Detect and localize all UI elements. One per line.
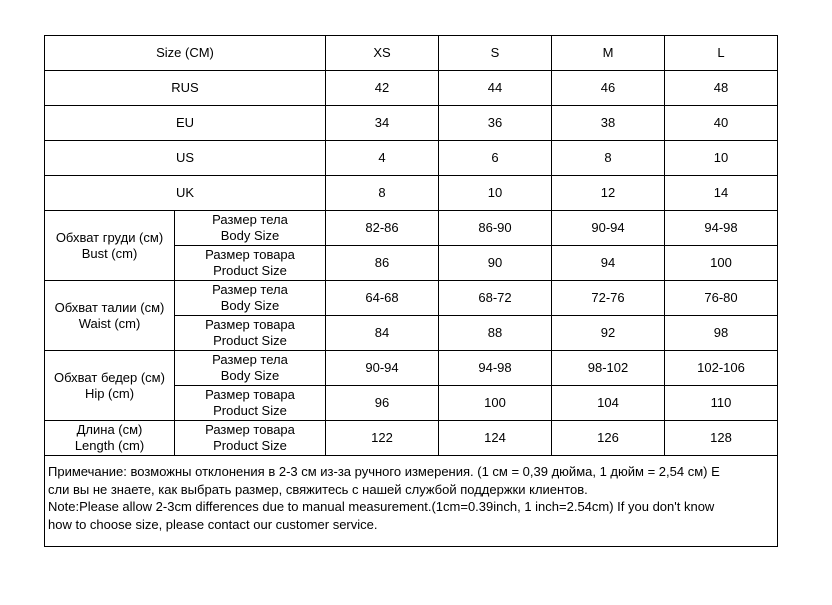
table-row-length-product	[45, 421, 778, 456]
cell-uk-xs: 8	[326, 176, 439, 211]
sub-label-product-size	[175, 386, 326, 421]
table-row-bust-body	[45, 211, 778, 246]
sub-label-product-size	[175, 246, 326, 281]
header-size-l: L	[665, 36, 778, 71]
sub-label-en: Body Size	[220, 228, 280, 243]
table-row-waist-body	[45, 281, 778, 316]
group-label-hip-ru: Обхват бедер (см)	[54, 369, 165, 385]
cell-bust-product-m: 94	[552, 246, 665, 281]
row-label-uk: UK	[45, 176, 326, 211]
sub-label-en: Product Size	[213, 438, 287, 453]
sub-label-en: Product Size	[213, 403, 287, 418]
note-line-ru-2: сли вы не знаете, как выбрать размер, свяжитесь с нашей службой поддержки клиентов.	[48, 481, 588, 497]
cell-hip-product-xs: 96	[326, 386, 439, 421]
group-label-length-ru: Длина (см)	[76, 422, 143, 437]
table-header-row	[45, 36, 778, 71]
table-row-hip-body	[45, 351, 778, 386]
sub-label-product-size	[175, 316, 326, 351]
group-label-hip-en: Hip (cm)	[84, 385, 135, 401]
group-label-bust-en: Bust (cm)	[81, 245, 138, 261]
header-size-label: Size (CM)	[45, 36, 326, 71]
sub-label-product-size	[175, 421, 326, 456]
cell-hip-body-m: 98-102	[552, 351, 665, 386]
cell-waist-product-s: 88	[439, 316, 552, 351]
group-label-bust-ru: Обхват груди (см)	[55, 229, 164, 245]
group-label-waist-en: Waist (cm)	[78, 315, 141, 331]
cell-us-l: 10	[665, 141, 778, 176]
sub-label-body-size	[175, 211, 326, 246]
header-size-xs: XS	[326, 36, 439, 71]
cell-uk-m: 12	[552, 176, 665, 211]
cell-us-xs: 4	[326, 141, 439, 176]
cell-waist-product-m: 92	[552, 316, 665, 351]
cell-hip-product-m: 104	[552, 386, 665, 421]
sub-label-en: Product Size	[213, 263, 287, 278]
table-row-us	[45, 141, 778, 176]
cell-rus-l: 48	[665, 71, 778, 106]
cell-eu-l: 40	[665, 106, 778, 141]
cell-waist-body-s: 68-72	[439, 281, 552, 316]
group-label-length	[45, 421, 175, 456]
cell-length-product-xs: 122	[326, 421, 439, 456]
cell-waist-body-xs: 64-68	[326, 281, 439, 316]
cell-eu-m: 38	[552, 106, 665, 141]
sub-label-body-size	[175, 351, 326, 386]
group-label-length-en: Length (cm)	[74, 438, 145, 453]
sub-label-en: Product Size	[213, 333, 287, 348]
cell-bust-product-l: 100	[665, 246, 778, 281]
note-line-en-2: how to choose size, please contact our customer service.	[48, 516, 378, 532]
cell-bust-body-s: 86-90	[439, 211, 552, 246]
cell-bust-product-xs: 86	[326, 246, 439, 281]
cell-bust-body-m: 90-94	[552, 211, 665, 246]
note-cell	[45, 456, 778, 547]
cell-hip-body-l: 102-106	[665, 351, 778, 386]
group-label-waist	[45, 281, 175, 351]
note-line-ru-1: Примечание: возможны отклонения в 2-3 см из-за ручного измерения. (1 см = 0,39 дюйма, 1 дюйм = 2,54 см) Е	[48, 464, 720, 479]
cell-uk-s: 10	[439, 176, 552, 211]
sub-label-ru: Размер товара	[205, 317, 295, 332]
cell-hip-body-xs: 90-94	[326, 351, 439, 386]
sub-label-en: Body Size	[220, 298, 280, 313]
sub-label-ru: Размер товара	[205, 247, 295, 262]
cell-hip-body-s: 94-98	[439, 351, 552, 386]
cell-bust-body-xs: 82-86	[326, 211, 439, 246]
row-label-rus: RUS	[45, 71, 326, 106]
sub-label-ru: Размер тела	[212, 352, 288, 367]
sub-label-ru: Размер товара	[205, 387, 295, 402]
cell-length-product-m: 126	[552, 421, 665, 456]
group-label-hip	[45, 351, 175, 421]
cell-waist-body-m: 72-76	[552, 281, 665, 316]
note-line-en-1: Note:Please allow 2-3cm differences due to manual measurement.(1cm=0.39inch, 1 inch=2.54cm) If you don't know	[48, 499, 715, 514]
cell-rus-xs: 42	[326, 71, 439, 106]
cell-waist-product-l: 98	[665, 316, 778, 351]
cell-rus-m: 46	[552, 71, 665, 106]
table-row-eu	[45, 106, 778, 141]
group-label-waist-ru: Обхват талии (см)	[54, 299, 165, 315]
cell-bust-product-s: 90	[439, 246, 552, 281]
sub-label-en: Body Size	[220, 368, 280, 383]
size-chart-table	[44, 35, 778, 547]
cell-length-product-s: 124	[439, 421, 552, 456]
sub-label-ru: Размер товара	[205, 422, 295, 437]
cell-length-product-l: 128	[665, 421, 778, 456]
cell-us-m: 8	[552, 141, 665, 176]
cell-eu-s: 36	[439, 106, 552, 141]
cell-bust-body-l: 94-98	[665, 211, 778, 246]
cell-uk-l: 14	[665, 176, 778, 211]
header-size-s: S	[439, 36, 552, 71]
row-label-us: US	[45, 141, 326, 176]
cell-hip-product-l: 110	[665, 386, 778, 421]
sub-label-body-size	[175, 281, 326, 316]
cell-rus-s: 44	[439, 71, 552, 106]
table-row-uk	[45, 176, 778, 211]
cell-us-s: 6	[439, 141, 552, 176]
sub-label-ru: Размер тела	[212, 282, 288, 297]
cell-waist-product-xs: 84	[326, 316, 439, 351]
table-row-rus	[45, 71, 778, 106]
cell-waist-body-l: 76-80	[665, 281, 778, 316]
group-label-bust	[45, 211, 175, 281]
header-size-m: M	[552, 36, 665, 71]
cell-eu-xs: 34	[326, 106, 439, 141]
row-label-eu: EU	[45, 106, 326, 141]
sub-label-ru: Размер тела	[212, 212, 288, 227]
cell-hip-product-s: 100	[439, 386, 552, 421]
table-row-note	[45, 456, 778, 547]
